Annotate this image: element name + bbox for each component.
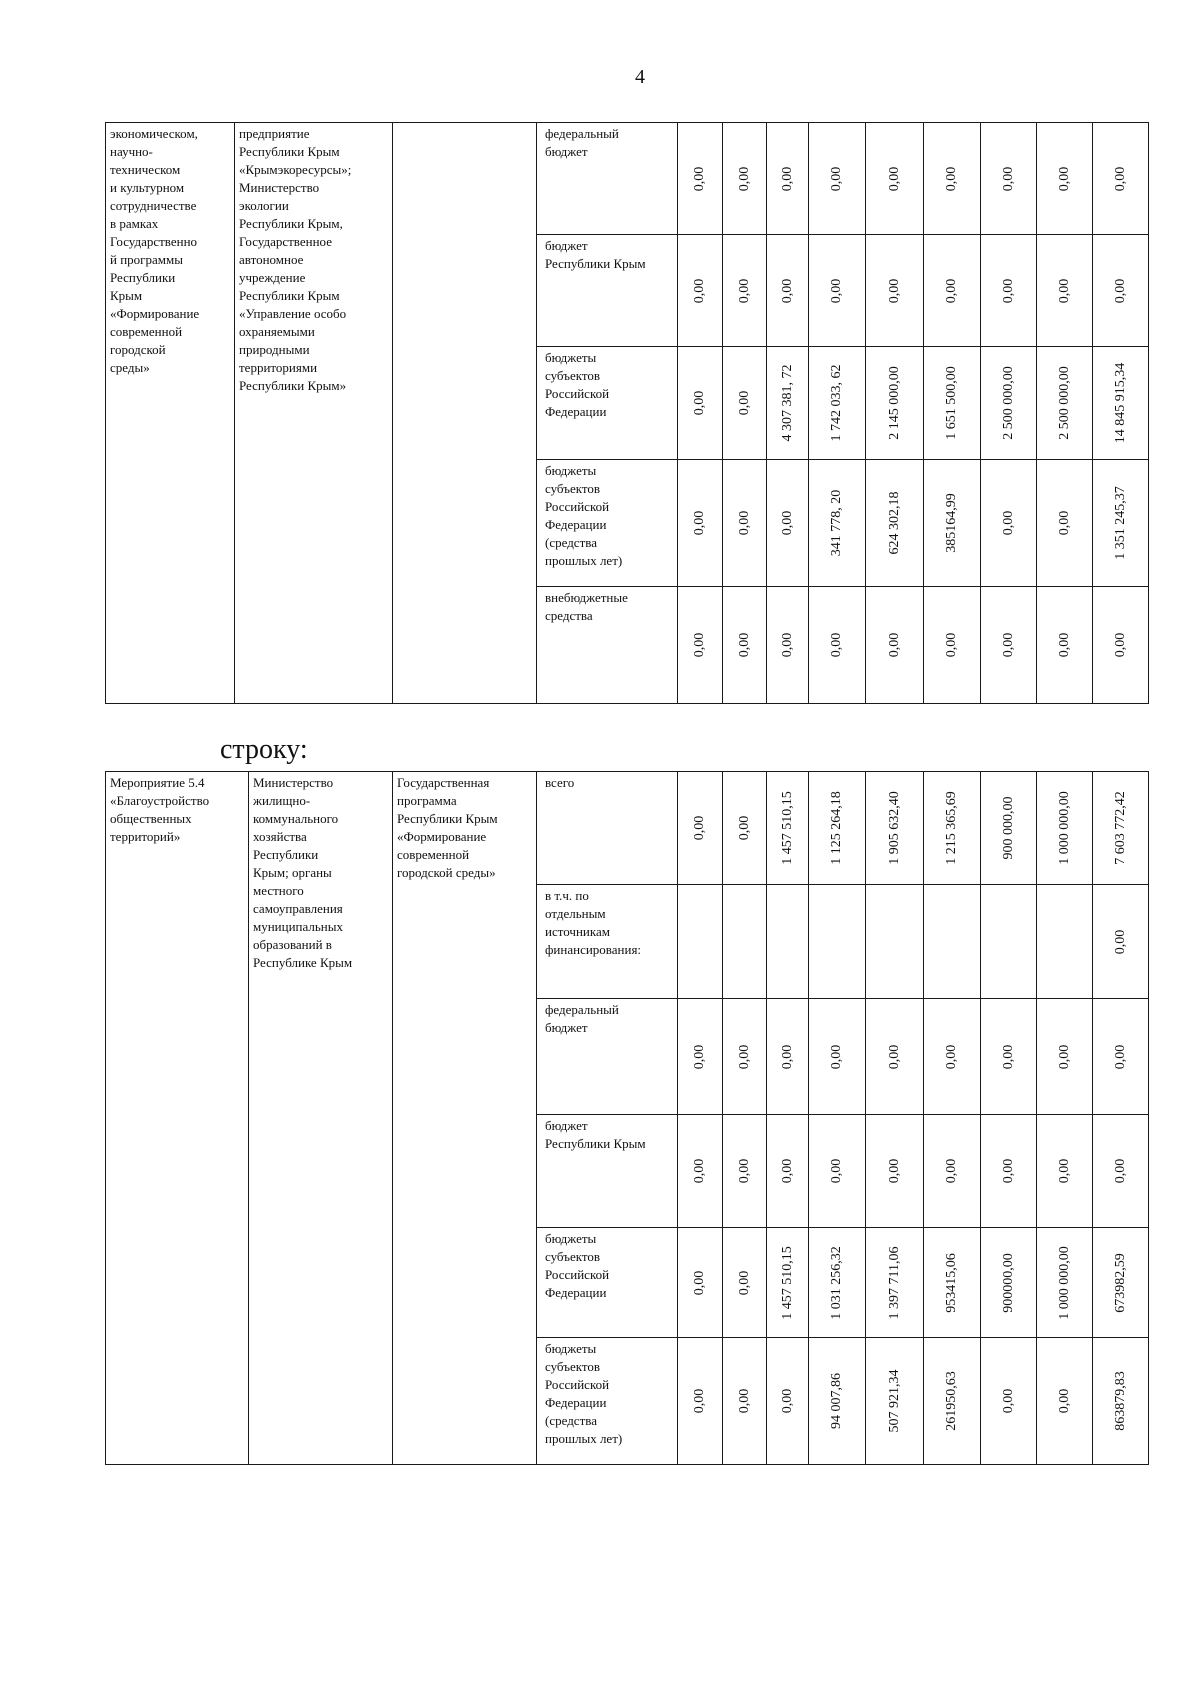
value-text: 0,00 [1056,1044,1072,1069]
value-cell [1037,1115,1093,1228]
value-text: 0,00 [1000,510,1016,536]
value-text: 0,00 [779,1388,795,1414]
value-cell [809,1338,866,1465]
value-cell [1093,885,1149,999]
value-cell [981,587,1037,704]
value-cell [1037,1338,1093,1465]
value-cell [924,123,981,235]
value-text: 0,00 [1112,278,1128,303]
funding-table-continued [105,122,1149,704]
value-text: 1 457 510,15 [779,791,795,865]
value-text: 0,00 [1112,632,1128,658]
value-text: 0,00 [944,278,959,303]
value-cell [678,772,723,885]
value-text: 0,00 [692,1388,707,1414]
value-cell [866,123,924,235]
funding-source-cell: федеральный бюджет [537,999,678,1115]
value-cell [1037,347,1093,460]
value-cell [767,1228,809,1338]
value-cell [767,587,809,704]
new-table-row [106,772,1149,885]
value-cell [809,347,866,460]
value-text: 0,00 [1056,1388,1072,1414]
funding-source-cell: бюджеты субъектов Российской Федерации [537,1228,678,1338]
value-text: 0,00 [692,815,707,841]
value-text: 0,00 [1056,166,1072,191]
value-text: 0,00 [736,510,752,536]
value-cell [809,885,866,999]
value-cell [723,1228,767,1338]
value-cell [767,1115,809,1228]
value-cell [1093,460,1149,587]
value-cell [1037,1228,1093,1338]
value-cell [924,235,981,347]
value-cell [924,772,981,885]
value-text: 0,00 [944,632,959,658]
value-text: 2 145 000,00 [886,366,902,440]
value-text: 0,00 [736,1388,752,1414]
value-text: 624 302,18 [886,491,902,555]
value-text: 0,00 [736,390,752,416]
value-cell [767,123,809,235]
value-cell [678,587,723,704]
value-cell [767,885,809,999]
value-text: 0,00 [736,278,752,303]
value-text: 0,00 [779,166,795,191]
value-cell [809,999,866,1115]
value-cell [678,999,723,1115]
program-cell [393,123,537,704]
funding-table-new-row [105,771,1149,1465]
value-text: 0,00 [829,632,844,658]
value-cell [866,885,924,999]
value-text: 0,00 [944,1044,959,1069]
value-text: 0,00 [1056,1158,1072,1184]
value-cell [809,1115,866,1228]
value-cell [981,772,1037,885]
value-cell [723,587,767,704]
value-cell [981,123,1037,235]
value-text: 0,00 [1056,278,1072,303]
value-cell [1037,235,1093,347]
value-text: 0,00 [1000,1388,1016,1414]
value-text: 1 031 256,32 [829,1245,844,1320]
value-text: 1 125 264,18 [829,791,844,865]
value-text: 0,00 [886,166,902,191]
value-cell [723,1338,767,1465]
value-text: 0,00 [779,278,795,303]
value-cell [866,1115,924,1228]
value-text: 2 500 000,00 [1056,366,1072,440]
value-cell [924,347,981,460]
value-cell [981,1338,1037,1465]
value-cell [1037,885,1093,999]
page-number: 4 [635,66,645,88]
value-cell [981,235,1037,347]
value-text: 0,00 [692,278,707,303]
value-cell [866,999,924,1115]
value-cell [924,999,981,1115]
value-text: 0,00 [1112,1158,1128,1184]
value-cell [866,587,924,704]
value-cell [866,772,924,885]
value-cell [723,347,767,460]
funding-source-cell: бюджет Республики Крым [537,1115,678,1228]
executor-cell: Министерство жилищно- коммунального хозяйства Республики Крым; органы местного самоуправления муниципальных образований в Республике Крым [249,772,393,1465]
value-cell [981,885,1037,999]
value-cell [1093,587,1149,704]
value-cell [866,235,924,347]
value-cell [981,460,1037,587]
value-cell [723,123,767,235]
value-cell [723,1115,767,1228]
value-text: 0,00 [1112,929,1128,954]
value-cell [678,1115,723,1228]
value-cell [924,587,981,704]
value-text: 4 307 381, 72 [779,364,795,442]
value-cell [1093,1228,1149,1338]
value-text: 0,00 [692,1158,707,1184]
value-cell [1093,123,1149,235]
value-text: 1 651 500,00 [944,366,959,440]
value-text: 1 351 245,37 [1112,486,1128,560]
value-cell [1037,587,1093,704]
funding-source-cell: в т.ч. по отдельным источникам финансирования: [537,885,678,999]
funding-source-cell: бюджеты субъектов Российской Федерации (средства прошлых лет) [537,460,678,587]
value-cell [767,235,809,347]
value-text: 0,00 [944,166,959,191]
value-text: 0,00 [829,166,844,191]
value-cell [1093,347,1149,460]
value-cell [1037,999,1093,1115]
value-cell [866,347,924,460]
value-text: 0,00 [736,815,752,841]
value-cell [1093,772,1149,885]
measure-name-cell: экономическом, научно- техническом и культурном сотрудничестве в рамках Государственно й программы Республики Крым «Формирование современной городской среды» [106,123,235,704]
executor-cell: предприятие Республики Крым «Крымэкоресурсы»; Министерство экологии Республики Крым, Государственное автономное учреждение Республики Крым «Управление особо охраняемыми природными территориями Республики Крым» [235,123,393,704]
value-text: 1 905 632,40 [886,791,902,865]
value-text: 0,00 [1112,166,1128,191]
value-text: 0,00 [692,510,707,536]
value-cell [1037,123,1093,235]
value-text: 0,00 [736,1158,752,1184]
value-text: 0,00 [944,1158,959,1184]
funding-source-cell: всего [537,772,678,885]
value-text: 0,00 [692,632,707,658]
value-text: 0,00 [736,166,752,191]
value-text: 0,00 [736,632,752,658]
value-text: 0,00 [692,166,707,191]
value-cell [981,1115,1037,1228]
value-cell [723,999,767,1115]
value-text: 1 000 000,00 [1056,1245,1072,1320]
value-cell [767,1338,809,1465]
value-text: 0,00 [1056,510,1072,536]
value-text: 0,00 [886,1158,902,1184]
value-text: 0,00 [692,1270,707,1295]
value-text: 1 397 711,06 [886,1246,902,1319]
value-cell [809,235,866,347]
value-cell [924,885,981,999]
funding-source-cell: бюджеты субъектов Российской Федерации [537,347,678,460]
funding-source-cell: федеральный бюджет [537,123,678,235]
value-cell [723,885,767,999]
value-cell [866,1228,924,1338]
value-cell [678,460,723,587]
value-cell [809,772,866,885]
value-cell [809,460,866,587]
value-text: 341 778, 20 [829,489,844,557]
value-text: 507 921,34 [886,1369,902,1433]
value-cell [1037,772,1093,885]
value-cell [678,885,723,999]
value-cell [1093,235,1149,347]
value-text: 0,00 [779,510,795,536]
value-cell [678,235,723,347]
value-cell [866,1338,924,1465]
value-text: 0,00 [1056,632,1072,658]
value-text: 0,00 [829,1158,844,1184]
value-text: 0,00 [1000,1158,1016,1184]
value-text: 1 742 033, 62 [829,364,844,442]
program-cell: Государственная программа Республики Крым «Формирование современной городской среды» [393,772,537,1465]
value-cell [767,347,809,460]
value-text: 900 000,00 [1000,796,1016,860]
continued-table-row [106,123,1149,235]
funding-source-cell: внебюджетные средства [537,587,678,704]
value-cell [1093,1115,1149,1228]
measure-name-cell: Мероприятие 5.4 «Благоустройство общественных территорий» [106,772,249,1465]
value-text: 94 007,86 [829,1373,844,1429]
value-text: 0,00 [779,1158,795,1184]
value-text: 0,00 [779,632,795,658]
value-cell [1093,1338,1149,1465]
value-text: 0,00 [886,632,902,658]
value-text: 1 457 510,15 [779,1245,795,1320]
value-cell [767,460,809,587]
insert-row-label: строку: [220,734,308,765]
value-text: 0,00 [829,278,844,303]
value-cell [723,772,767,885]
value-cell [723,460,767,587]
value-text: 0,00 [1000,1044,1016,1069]
value-cell [767,772,809,885]
value-text: 0,00 [736,1270,752,1295]
value-cell [1037,460,1093,587]
value-cell [924,460,981,587]
value-cell [981,347,1037,460]
value-cell [809,587,866,704]
value-cell [767,999,809,1115]
value-text: 14 845 915,34 [1112,362,1128,444]
value-cell [981,999,1037,1115]
value-cell [866,460,924,587]
value-text: 900000,00 [1000,1252,1016,1313]
value-cell [809,123,866,235]
value-text: 0,00 [1000,166,1016,191]
value-cell [924,1338,981,1465]
value-text: 7 603 772,42 [1112,791,1128,865]
value-cell [981,1228,1037,1338]
value-cell [678,347,723,460]
value-cell [678,1228,723,1338]
value-text: 673982,59 [1112,1252,1128,1313]
funding-source-cell: бюджеты субъектов Российской Федерации (средства прошлых лет) [537,1338,678,1465]
value-text: 0,00 [692,390,707,416]
value-text: 2 500 000,00 [1000,366,1016,440]
value-text: 953415,06 [944,1252,959,1313]
value-text: 0,00 [886,278,902,303]
value-text: 0,00 [736,1044,752,1069]
value-text: 1 000 000,00 [1056,791,1072,865]
value-text: 0,00 [886,1044,902,1069]
value-text: 1 215 365,69 [944,791,959,865]
value-cell [1093,999,1149,1115]
value-cell [678,123,723,235]
value-text: 385164,99 [944,493,959,553]
value-cell [723,235,767,347]
value-text: 0,00 [829,1044,844,1069]
value-text: 0,00 [779,1044,795,1069]
value-text: 0,00 [1000,632,1016,658]
value-cell [924,1228,981,1338]
value-text: 863879,83 [1112,1371,1128,1431]
value-cell [924,1115,981,1228]
value-text: 0,00 [692,1044,707,1069]
value-text: 0,00 [1112,1044,1128,1069]
value-cell [678,1338,723,1465]
value-cell [809,1228,866,1338]
funding-source-cell: бюджет Республики Крым [537,235,678,347]
value-text: 261950,63 [944,1371,959,1431]
value-text: 0,00 [1000,278,1016,303]
